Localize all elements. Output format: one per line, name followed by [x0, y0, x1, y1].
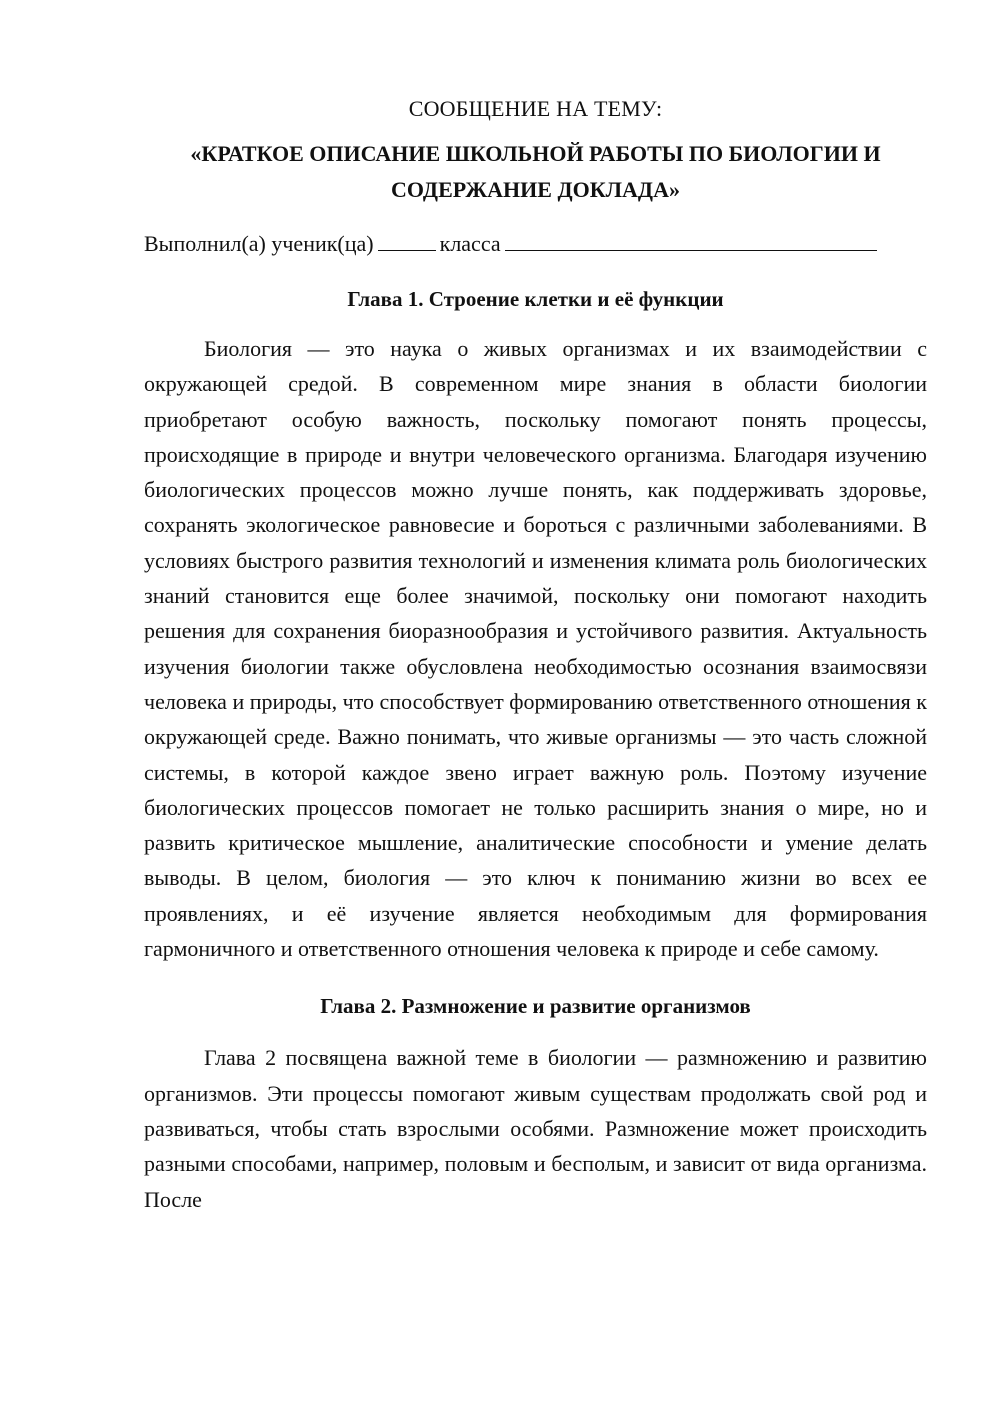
chapter-2-heading: Глава 2. Размножение и развитие организмов [320, 994, 751, 1019]
chapter-1-heading: Глава 1. Строение клетки и её функции [347, 287, 724, 311]
author-prefix: Выполнил(а) ученик(ца) [144, 231, 374, 256]
document-page [144, 92, 927, 1217]
class-number-blank [378, 230, 436, 251]
chapter-2-paragraph: Глава 2 посвящена важной теме в биологии — размножению и развитию организмов. Эти процессы помогают живым существам продолжать свой род и развиваться, чтобы стать взрослыми особями. Размножение может происходить разными способами, например, половым и бесполым, и зависит от вида организма. После [144, 1045, 927, 1212]
author-line [144, 227, 927, 261]
topic-line: СООБЩЕНИЕ НА ТЕМУ: [408, 96, 663, 121]
student-name-blank [505, 230, 877, 251]
document-title: «КРАТКОЕ ОПИСАНИЕ ШКОЛЬНОЙ РАБОТЫ ПО БИОЛОГИИ И СОДЕРЖАНИЕ ДОКЛАДА» [190, 141, 881, 202]
class-label: класса [439, 231, 501, 256]
chapter-1-paragraph: Биология — это наука о живых организмах и их взаимодействии с окружающей средой. В современном мире знания в области биологии приобретают особую важность, поскольку помогают понять процессы, происходящие в природе и внутри человеческого организма. Благодаря изучению биологических процессов можно лучше понять, как поддерживать здоровье, сохранять экологическое равновесие и бороться с различными заболеваниями. В условиях быстрого развития технологий и изменения климата роль биологических знаний становится еще более значимой, поскольку они помогают находить решения для сохранения биоразнообразия и устойчивого развития. Актуальность изучения биологии также обусловлена необходимостью осознания взаимосвязи человека и природы, что способствует формированию ответственного отношения к окружающей среде. Важно понимать, что живые организмы — это часть сложной системы, в которой каждое звено играет важную роль. Поэтому изучение биологических процессов помогает не только расширить знания о мире, но и развить критическое мышление, аналитические способности и умение делать выводы. В целом, биология — это ключ к пониманию жизни во всех ее проявлениях, и её изучение является необходимым для формирования гармоничного и ответственного отношения человека к природе и себе самому. [144, 336, 927, 962]
